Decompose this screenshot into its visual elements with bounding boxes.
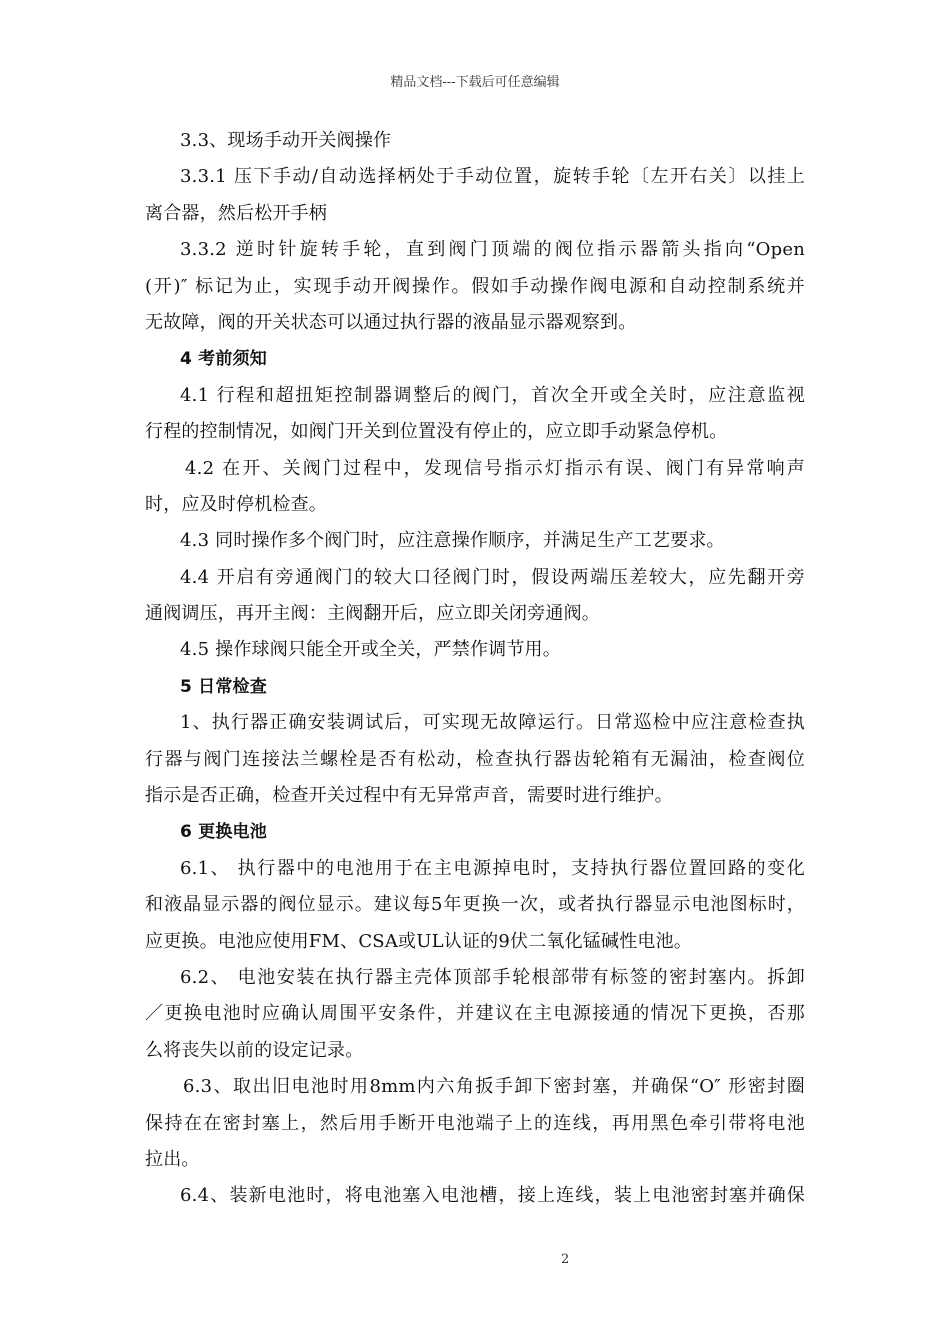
paragraph-3-3-2-line-1: 3.3.2 逆时针旋转手轮，直到阀门顶端的阀位指示器箭头指向“Open <box>180 239 805 261</box>
paragraph-4-1-line-2: 行程的控制情况，如阀门开关到位置没有停止的，应立即手动紧急停机。 <box>145 421 728 443</box>
paragraph-4-4-line-1: 4.4 开启有旁通阀门的较大口径阀门时，假设两端压差较大，应先翻开旁 <box>180 566 805 588</box>
paragraph-3-3-2-line-3: 无故障，阀的开关状态可以通过执行器的液晶显示器观察到。 <box>145 311 637 333</box>
paragraph-6-1-line-3: 应更换。电池应使用FM、CSA或UL认证的9伏二氧化锰碱性电池。 <box>145 930 692 952</box>
section-3-3-heading: 3.3、现场手动开关阀操作 <box>180 130 392 151</box>
paragraph-5-line-2: 行器与阀门连接法兰螺栓是否有松动，检查执行器齿轮箱有无漏油，检查阀位 <box>145 748 805 770</box>
section-4-heading: 4 考前须知 <box>180 349 267 370</box>
document-body <box>145 123 805 1215</box>
paragraph-6-3-line-1: 6.3、取出旧电池时用8mm内六角扳手卸下密封塞，并确保“O″ 形密封圈 <box>183 1076 805 1098</box>
paragraph-6-4-line-1: 6.4、装新电池时，将电池塞入电池槽，接上连线，装上电池密封塞并确保 <box>180 1185 805 1207</box>
paragraph-6-2-line-1: 6.2、 电池安装在执行器主壳体顶部手轮根部带有标签的密封塞内。拆卸 <box>180 966 805 988</box>
paragraph-3-3-2-line-2: (开)″ 标记为止，实现手动开阀操作。假如手动操作阀电源和自动控制系统并 <box>145 275 805 297</box>
paragraph-4-2-line-2: 时，应及时停机检查。 <box>145 493 327 515</box>
paragraph-6-3-line-3: 拉出。 <box>145 1148 200 1170</box>
paragraph-6-1-line-1: 6.1、 执行器中的电池用于在主电源掉电时，支持执行器位置回路的变化 <box>180 857 805 879</box>
paragraph-6-2-line-2: ／更换电池时应确认周围平安条件，并建议在主电源接通的情况下更换，否那 <box>145 1003 805 1025</box>
paragraph-6-1-line-2: 和液晶显示器的阀位显示。建议每5年更换一次，或者执行器显示电池图标时， <box>145 894 805 916</box>
paragraph-4-2-line-1: 4.2 在开、关阀门过程中，发现信号指示灯指示有误、阀门有异常响声 <box>185 457 805 479</box>
page-header: 精品文档---下载后可任意编辑 <box>390 75 560 90</box>
paragraph-5-line-3: 指示是否正确，检查开关过程中有无异常声音，需要时进行维护。 <box>145 785 673 807</box>
paragraph-4-1-line-1: 4.1 行程和超扭矩控制器调整后的阀门，首次全开或全关时，应注意监视 <box>180 384 805 406</box>
paragraph-4-4-line-2: 通阀调压，再开主阀：主阀翻开后，应立即关闭旁通阀。 <box>145 603 600 625</box>
section-5-heading: 5 日常检查 <box>180 676 267 697</box>
paragraph-3-3-1-line-1: 3.3.1 压下手动/自动选择柄处于手动位置，旋转手轮〔左开右关〕以挂上 <box>180 166 805 188</box>
paragraph-5-line-1: 1、执行器正确安装调试后，可实现无故障运行。日常巡检中应注意检查执 <box>180 712 805 734</box>
page-number: 2 <box>561 1252 570 1267</box>
paragraph-6-2-line-3: 么将丧失以前的设定记录。 <box>145 1039 364 1061</box>
paragraph-4-3: 4.3 同时操作多个阀门时，应注意操作顺序，并满足生产工艺要求。 <box>180 530 725 552</box>
paragraph-4-5: 4.5 操作球阀只能全开或全关，严禁作调节用。 <box>180 639 561 661</box>
paragraph-6-3-line-2: 保持在在密封塞上，然后用手断开电池端子上的连线，再用黑色牵引带将电池 <box>145 1112 805 1134</box>
section-6-heading: 6 更换电池 <box>180 822 267 843</box>
paragraph-3-3-1-line-2: 离合器，然后松开手柄 <box>145 202 327 224</box>
